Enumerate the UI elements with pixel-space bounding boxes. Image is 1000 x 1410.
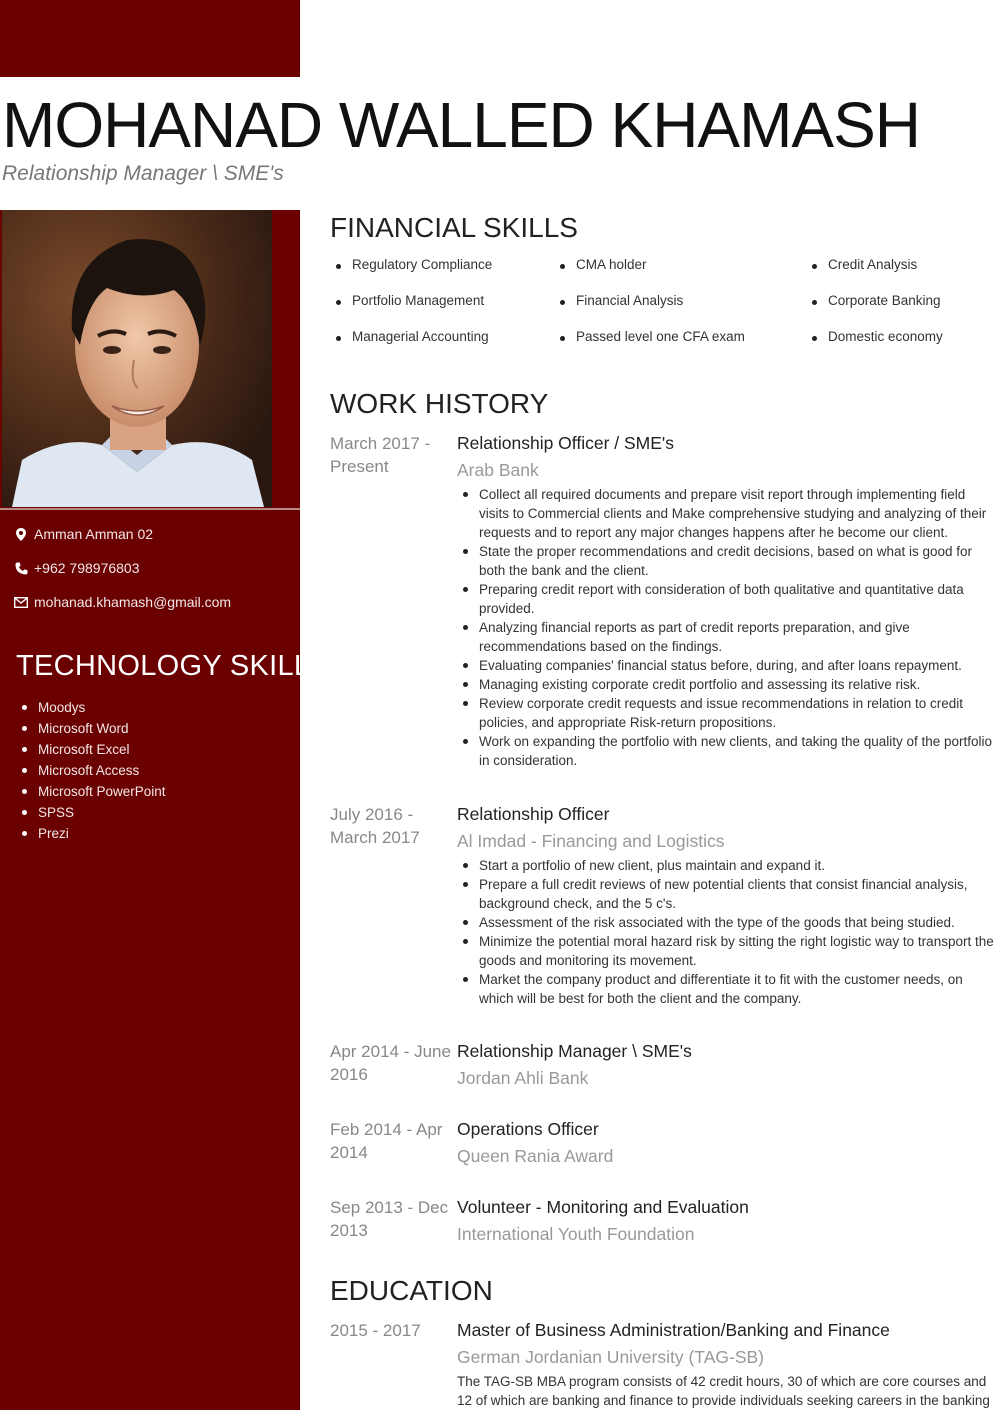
financial-skill-item: Financial Analysis	[554, 293, 745, 329]
technology-skills-list	[20, 697, 166, 844]
job-bullet: Analyzing financial reports as part of credit reports preparation, and give recommendations based on the findings.	[457, 618, 995, 656]
education-description: The TAG-SB MBA program consists of 42 credit hours, 30 of which are core courses and 12 of which are banking and finance to provide individuals seeking careers in the banking	[457, 1374, 990, 1408]
contact-address-text: Amman Amman 02	[34, 526, 154, 542]
photo-rule	[0, 508, 300, 510]
candidate-name: MOHANAD WALLED KHAMASH	[2, 89, 920, 161]
job-company: Jordan Ahli Bank	[457, 1068, 589, 1088]
education-date: 2015 - 2017	[330, 1321, 421, 1340]
job-company: Arab Bank	[457, 460, 539, 480]
technology-skill-item: Moodys	[20, 697, 166, 718]
job-date: Feb 2014 - Apr 2014	[330, 1120, 443, 1162]
job-bullets	[457, 856, 995, 1008]
job-bullet: Preparing credit report with consideration of both qualitative and quantitative data provided.	[457, 580, 995, 618]
technology-skill-item: SPSS	[20, 802, 166, 823]
technology-skills-heading: TECHNOLOGY SKILLS	[16, 650, 331, 682]
job-company: Queen Rania Award	[457, 1146, 614, 1166]
job-bullets	[457, 485, 995, 770]
technology-skill-item: Prezi	[20, 823, 166, 844]
job-bullet: Assessment of the risk associated with the type of the goods that being studied.	[457, 913, 995, 932]
job-bullet: Review corporate credit requests and issue recommendations in relation to credit policies, and appropriate Risk-return propositions.	[457, 694, 995, 732]
financial-skill-item: Managerial Accounting	[330, 329, 492, 365]
financial-skill-item: Passed level one CFA exam	[554, 329, 745, 365]
envelope-icon	[14, 597, 28, 608]
profile-photo	[2, 210, 272, 507]
job-bullet: Collect all required documents and prepare visit report through implementing field visits to Commercial clients and Make comprehensive studying and analyzing of their requests and to report any major changes happens after he become our client.	[457, 485, 995, 542]
map-marker-icon	[14, 528, 28, 541]
job-bullet: Start a portfolio of new client, plus maintain and expand it.	[457, 856, 995, 875]
technology-skill-item: Microsoft Excel	[20, 739, 166, 760]
job-title: Relationship Manager \ SME's	[457, 1041, 692, 1061]
financial-skill-item: Credit Analysis	[806, 257, 943, 293]
financial-skills-heading: FINANCIAL SKILLS	[330, 212, 578, 243]
job-date: July 2016 - March 2017	[330, 805, 420, 847]
contact-phone	[14, 560, 140, 576]
financial-skills-column-3	[806, 257, 943, 365]
job-bullet: Prepare a full credit reviews of new potential clients that consist financial analysis, background check, and the 5 c's.	[457, 875, 995, 913]
education-school: German Jordanian University (TAG-SB)	[457, 1347, 764, 1367]
financial-skills-column-2	[554, 257, 745, 365]
header-rule	[0, 72, 300, 75]
phone-icon	[14, 562, 28, 575]
contact-address	[14, 526, 153, 542]
financial-skill-item: Domestic economy	[806, 329, 943, 365]
financial-skill-item: CMA holder	[554, 257, 745, 293]
education-degree: Master of Business Administration/Banking and Finance	[457, 1320, 890, 1340]
education-heading: EDUCATION	[330, 1275, 493, 1306]
technology-skill-item: Microsoft PowerPoint	[20, 781, 166, 802]
job-title: Relationship Officer	[457, 804, 610, 824]
job-bullet: Market the company product and differentiate it to fit with the customer needs, on which will be best for both the client and the company.	[457, 970, 995, 1008]
job-date: March 2017 - Present	[330, 434, 431, 476]
job-company: Al Imdad - Financing and Logistics	[457, 831, 725, 851]
contact-email	[14, 594, 231, 610]
job-bullet: Minimize the potential moral hazard risk by sitting the right logistic way to transport the goods and monitoring its movement.	[457, 932, 995, 970]
job-bullet: State the proper recommendations and credit decisions, based on what is good for both the bank and the client.	[457, 542, 995, 580]
work-history-heading: WORK HISTORY	[330, 388, 549, 419]
job-title: Volunteer - Monitoring and Evaluation	[457, 1197, 749, 1217]
technology-skill-item: Microsoft Word	[20, 718, 166, 739]
financial-skill-item: Corporate Banking	[806, 293, 943, 329]
job-title: Relationship Officer / SME's	[457, 433, 674, 453]
header-color-block	[0, 0, 300, 68]
job-title: Operations Officer	[457, 1119, 599, 1139]
technology-skill-item: Microsoft Access	[20, 760, 166, 781]
job-bullet: Work on expanding the portfolio with new clients, and taking the quality of the portfolio in consideration.	[457, 732, 995, 770]
contact-email-text[interactable]: mohanad.khamash@gmail.com	[34, 594, 232, 610]
financial-skills-column-1	[330, 257, 492, 365]
job-date: Apr 2014 - June 2016	[330, 1042, 451, 1084]
job-bullet: Evaluating companies' financial status before, during, and after loans repayment.	[457, 656, 995, 675]
candidate-title: Relationship Manager \ SME's	[2, 162, 284, 185]
job-bullet: Managing existing corporate credit portfolio and assessing its relative risk.	[457, 675, 995, 694]
contact-phone-text[interactable]: +962 798976803	[34, 560, 140, 576]
job-date: Sep 2013 - Dec 2013	[330, 1198, 449, 1240]
financial-skill-item: Portfolio Management	[330, 293, 492, 329]
job-company: International Youth Foundation	[457, 1224, 695, 1244]
financial-skill-item: Regulatory Compliance	[330, 257, 492, 293]
